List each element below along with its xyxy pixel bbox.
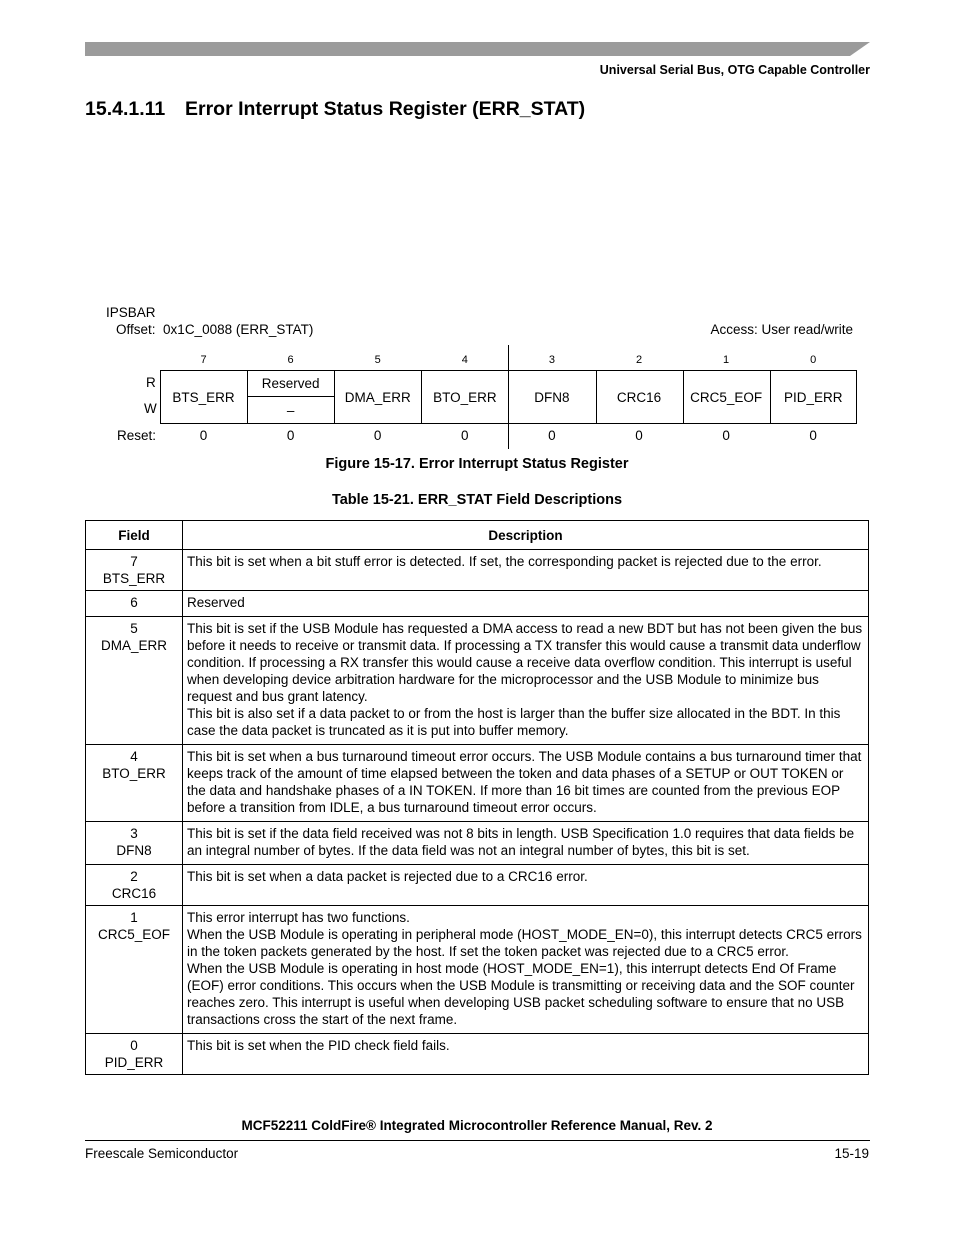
access-label: Access: User read/write [710, 322, 853, 337]
field-name: CRC16 [111, 886, 157, 901]
field-cell-read: Reserved [261, 376, 320, 391]
reset-value: 0 [461, 428, 469, 443]
bit-number: 5 [130, 621, 138, 636]
reset-value: 0 [635, 428, 643, 443]
offset-label: Offset: 0x1C_0088 (ERR_STAT) [116, 322, 314, 337]
field-cell [86, 591, 183, 617]
offset-value: 0x1C_0088 (ERR_STAT) [163, 322, 314, 337]
description-text: When the USB Module is operating in host mode (HOST_MODE_EN=1), this interrupt detects End Of Frame (EOF) error conditions. This occurs when the USB Module is transmitting or receiving data and the SOF counter reaches zero. This interrupt is useful when developing USB packet scheduling software to ensure that no USB transactions cross the start of the next frame. [187, 961, 855, 1027]
field-cell: PID_ERR [783, 389, 843, 405]
description-cell [183, 617, 869, 745]
field-name: BTO_ERR [102, 766, 166, 781]
bit-number: 3 [548, 354, 555, 366]
bit-number: 6 [130, 595, 138, 610]
description-text: This bit is also set if a data packet to or from the host is larger than the buffer size allocated in the BDT. In this case the data packet is truncated as it is put into buffer memory. [187, 706, 841, 738]
description-text: This bit is set if the data field received was not 8 bits in length. USB Specification 1.0 requires that data fields be an integral number of bytes. If the data field was not an integral number of bytes, this bit is set. [187, 826, 855, 858]
field-description-table [85, 520, 869, 1075]
bit-number: 1 [130, 910, 138, 925]
footer-divider [85, 1140, 870, 1141]
bit-number: 3 [130, 826, 138, 841]
description-text: This bit is set when a bus turnaround timeout error occurs. The USB Module contains a bus turnaround timer that keeps track of the amount of time elapsed between the token and data phases of a SETUP or OUT TOKEN or the data and handshake phases of a IN TOKEN. If more than 16 bit times are counted from the previous EOP before a transition from IDLE, a bus turnaround timeout error occurs. [187, 749, 862, 815]
reset-value: 0 [548, 428, 556, 443]
field-cell: DFN8 [534, 389, 570, 405]
field-cell [86, 822, 183, 865]
reset-value: 0 [722, 428, 730, 443]
field-cell: DMA_ERR [344, 389, 411, 405]
field-name: DMA_ERR [100, 638, 167, 653]
bit-number: 0 [810, 354, 817, 366]
ipsbar-label: IPSBAR [106, 305, 156, 320]
section-title: Error Interrupt Status Register (ERR_STAT) [185, 98, 586, 120]
field-name: BTS_ERR [102, 571, 166, 586]
figure-caption: Figure 15-17. Error Interrupt Status Register [325, 456, 629, 472]
field-cell [86, 906, 183, 1034]
bit-number: 7 [130, 554, 138, 569]
description-cell [183, 906, 869, 1034]
table-row [86, 865, 869, 906]
row-write-label: W [144, 401, 157, 416]
bit-number: 2 [130, 869, 138, 884]
section-heading [85, 98, 585, 121]
header-bar [85, 42, 870, 56]
description-cell [183, 865, 869, 906]
field-cell: BTO_ERR [433, 389, 497, 405]
reset-value: 0 [286, 428, 295, 443]
table-row [86, 550, 869, 591]
reset-value: 0 [809, 428, 817, 443]
running-header: Universal Serial Bus, OTG Capable Controller [599, 63, 870, 77]
description-text: This bit is set if the USB Module has requested a DMA access to read a new BDT but has not been given the bus before it needs to receive or transmit data. If processing a TX transfer this would cause a transmit data underflow condition. If processing a RX transfer this would cause a receive data overflow condition. This interrupt is useful when developing device arbitration hardware for the microprocessor and the USB Module to minimize bus request and bus grant latency. [187, 621, 863, 704]
reset-label: Reset: [117, 428, 157, 443]
bit-number: 1 [723, 354, 730, 366]
description-text: When the USB Module is operating in peripheral mode (HOST_MODE_EN=0), this interrupt detects CRC5 errors in the token packets generated by the host. If set the token packet was rejected due to a CRC5 error. [187, 927, 862, 959]
description-column-header: Description [183, 521, 869, 550]
description-cell [183, 1034, 869, 1075]
field-name: CRC5_EOF [97, 927, 170, 942]
description-text: Reserved [187, 595, 245, 610]
table-row [86, 822, 869, 865]
field-cell [86, 865, 183, 906]
page-number: 15-19 [834, 1146, 869, 1161]
bit-number: 4 [130, 749, 138, 764]
description-text: This bit is set when a bit stuff error is detected. If set, the corresponding packet is rejected due to the error. [187, 554, 822, 569]
reset-value: 0 [373, 428, 382, 443]
bit-number: 5 [374, 354, 381, 366]
reset-value: 0 [199, 428, 208, 443]
table-caption: Table 15-21. ERR_STAT Field Descriptions [331, 492, 623, 508]
description-text: This bit is set when the PID check field fails. [187, 1038, 450, 1053]
field-cell [86, 550, 183, 591]
bit-number: 4 [461, 354, 468, 366]
bit-number: 0 [130, 1038, 138, 1053]
company-name: Freescale Semiconductor [85, 1146, 239, 1161]
field-column-header: Field [86, 521, 183, 550]
description-text: This error interrupt has two functions. [187, 910, 410, 925]
field-cell [86, 1034, 183, 1075]
table-row [86, 906, 869, 1034]
description-cell [183, 822, 869, 865]
table-row [86, 591, 869, 617]
description-cell [183, 550, 869, 591]
table-row [86, 617, 869, 745]
bit-number: 6 [287, 354, 294, 366]
description-text: This bit is set when a data packet is rejected due to a CRC16 error. [187, 869, 588, 884]
field-name: PID_ERR [104, 1055, 164, 1070]
field-cell: CRC16 [616, 389, 662, 405]
field-cell-write: – [286, 403, 295, 418]
bit-number: 7 [200, 354, 207, 366]
field-name: DFN8 [116, 843, 152, 858]
field-cell [86, 617, 183, 745]
description-cell [183, 591, 869, 617]
field-cell: BTS_ERR [172, 389, 235, 405]
field-cell [86, 745, 183, 822]
description-cell [183, 745, 869, 822]
table-row [86, 745, 869, 822]
table-row [86, 1034, 869, 1075]
row-read-label: R [146, 375, 156, 390]
manual-title: MCF52211 ColdFire® Integrated Microcontroller Reference Manual, Rev. 2 [241, 1118, 713, 1133]
table-header-row [86, 521, 869, 550]
field-cell: CRC5_EOF [690, 389, 763, 405]
bit-number: 2 [635, 354, 643, 366]
section-number: 15.4.1.11 [85, 98, 166, 120]
